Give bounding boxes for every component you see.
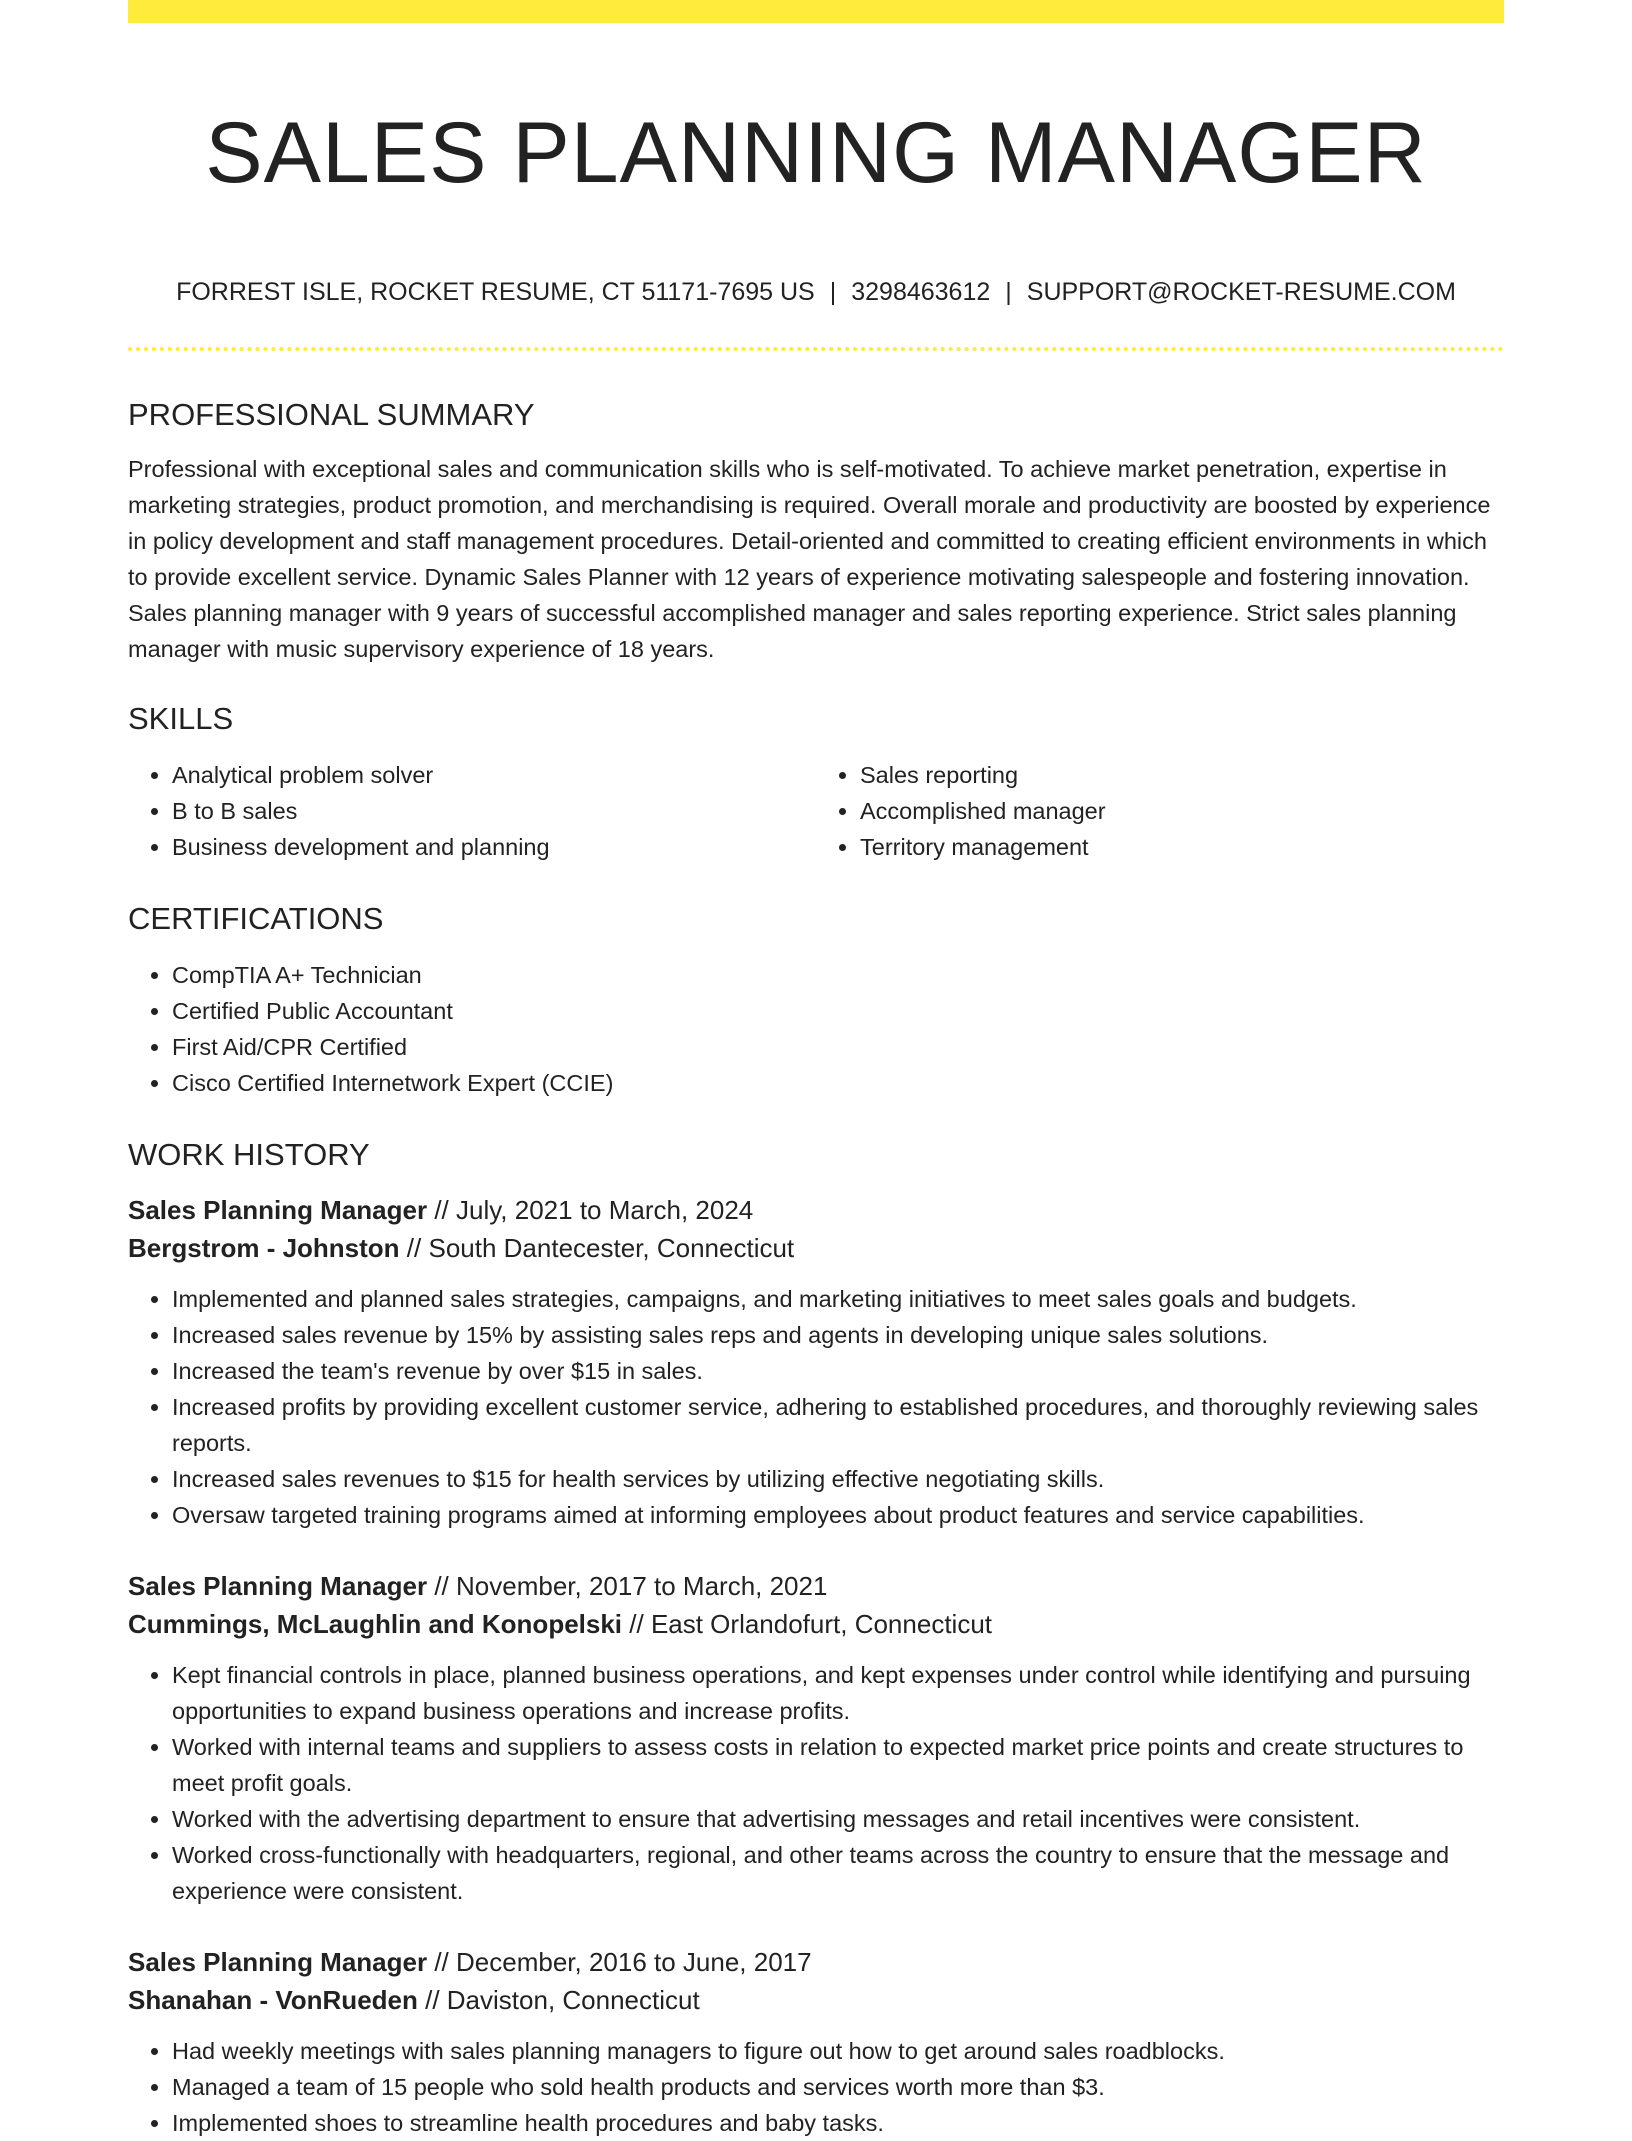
- dotted-divider: [128, 347, 1504, 351]
- skill-item: • Analytical problem solver: [172, 757, 816, 793]
- certification-item: • Cisco Certified Internetwork Expert (CCIE): [172, 1065, 1504, 1101]
- job-role: Sales Planning Manager: [128, 1947, 428, 1977]
- skill-item: • Territory management: [860, 829, 1504, 865]
- contact-line: [128, 275, 1504, 309]
- accent-top-bar: [128, 0, 1504, 23]
- job-role-line: [128, 1943, 1504, 1981]
- work-history-heading: WORK HISTORY: [128, 1137, 370, 1172]
- skill-item: • Sales reporting: [860, 757, 1504, 793]
- job-bullet: • Increased the team's revenue by over $15 in sales.: [172, 1353, 1504, 1389]
- job-bullet: • Had weekly meetings with sales planning managers to figure out how to get around sales roadblocks.: [172, 2033, 1504, 2069]
- resume-title: SALES PLANNING MANAGER: [205, 105, 1427, 201]
- job-dates: July, 2021 to March, 2024: [456, 1195, 754, 1225]
- job-bullet-list: [128, 1281, 1504, 1533]
- job-bullet: • Implemented and planned sales strategies, campaigns, and marketing initiatives to meet sales goals and budgets.: [172, 1281, 1504, 1317]
- work-history-section: [128, 1135, 1504, 2141]
- job-company: Bergstrom - Johnston: [128, 1233, 400, 1263]
- job-separator: //: [622, 1609, 651, 1639]
- summary-text: Professional with exceptional sales and communication skills who is self-motivated. To achieve market penetration, expertise in marketing strategies, product promotion, and merchandising is required. Overall morale and productivity are boosted by experience in policy development and staff management procedures. Detail-oriented and committed to creating efficient environments in which to provide excellent service. Dynamic Sales Planner with 12 years of experience motivating salespeople and fostering innovation. Sales planning manager with 9 years of successful accomplished manager and sales reporting experience. Strict sales planning manager with music supervisory experience of 18 years.: [128, 456, 1491, 662]
- job-bullet: • Increased sales revenues to $15 for health services by utilizing effective negotiating skills.: [172, 1461, 1504, 1497]
- certification-item: • First Aid/CPR Certified: [172, 1029, 1504, 1065]
- job-bullet: • Implemented shoes to streamline health procedures and baby tasks.: [172, 2105, 1504, 2141]
- job-separator: //: [399, 1233, 429, 1263]
- job-role-line: [128, 1567, 1504, 1605]
- skill-item: • Accomplished manager: [860, 793, 1504, 829]
- job-company: Shanahan - VonRueden: [128, 1985, 418, 2015]
- job-separator: //: [427, 1195, 456, 1225]
- skills-heading: SKILLS: [128, 701, 234, 736]
- job-location: South Dantecester, Connecticut: [428, 1233, 795, 1263]
- job-dates: November, 2017 to March, 2021: [456, 1571, 828, 1601]
- resume-page: [128, 0, 1504, 2141]
- summary-section: [128, 395, 1504, 667]
- job-separator: //: [417, 1985, 447, 2015]
- job-bullet-list: [128, 1657, 1504, 1909]
- job-role: Sales Planning Manager: [128, 1571, 428, 1601]
- job-separator: //: [427, 1947, 456, 1977]
- job-location: Daviston, Connecticut: [446, 1985, 700, 2015]
- skills-list-left: [128, 757, 816, 865]
- skills-section: [128, 699, 1504, 865]
- job-company-line: [128, 1605, 1504, 1643]
- contact-phone: 3298463612: [851, 278, 991, 306]
- job-company: Cummings, McLaughlin and Konopelski: [128, 1609, 623, 1639]
- job-separator: //: [427, 1571, 456, 1601]
- job-bullet: • Kept financial controls in place, planned business operations, and kept expenses under control while identifying and pursuing opportunities to expand business operations and increase profits.: [172, 1657, 1504, 1729]
- contact-separator: |: [1005, 278, 1012, 306]
- summary-heading: PROFESSIONAL SUMMARY: [128, 397, 535, 432]
- job-role: Sales Planning Manager: [128, 1195, 428, 1225]
- certifications-heading: CERTIFICATIONS: [128, 901, 384, 936]
- job-bullet: • Worked with the advertising department to ensure that advertising messages and retail incentives were consistent.: [172, 1801, 1504, 1837]
- job-role-line: [128, 1191, 1504, 1229]
- job-bullet: • Increased sales revenue by 15% by assisting sales reps and agents in developing unique sales solutions.: [172, 1317, 1504, 1353]
- contact-email: SUPPORT@ROCKET-RESUME.COM: [1026, 278, 1456, 306]
- job-bullet-list: [128, 2033, 1504, 2141]
- skills-list-right: [816, 757, 1504, 865]
- skills-columns: [128, 757, 1504, 865]
- certifications-list: [128, 957, 1504, 1101]
- contact-address: FORREST ISLE, ROCKET RESUME, CT 51171-7695 US: [176, 278, 815, 306]
- skill-item: • B to B sales: [172, 793, 816, 829]
- certification-item: • CompTIA A+ Technician: [172, 957, 1504, 993]
- job-bullet: • Oversaw targeted training programs aimed at informing employees about product features and service capabilities.: [172, 1497, 1504, 1533]
- certifications-section: [128, 899, 1504, 1101]
- job-company-line: [128, 1981, 1504, 2019]
- job-dates: December, 2016 to June, 2017: [456, 1947, 812, 1977]
- job-bullet: • Worked with internal teams and suppliers to assess costs in relation to expected market price points and create structures to meet profit goals.: [172, 1729, 1504, 1801]
- job-bullet: • Managed a team of 15 people who sold health products and services worth more than $3.: [172, 2069, 1504, 2105]
- job-bullet: • Worked cross-functionally with headquarters, regional, and other teams across the country to ensure that the message and experience were consistent.: [172, 1837, 1504, 1909]
- job-bullet: • Increased profits by providing excellent customer service, adhering to established procedures, and thoroughly reviewing sales reports.: [172, 1389, 1504, 1461]
- job-company-line: [128, 1229, 1504, 1267]
- job-location: East Orlandofurt, Connecticut: [650, 1609, 992, 1639]
- certification-item: • Certified Public Accountant: [172, 993, 1504, 1029]
- job-entry: [128, 1943, 1504, 2141]
- job-entry: [128, 1191, 1504, 1533]
- contact-separator: |: [829, 278, 837, 306]
- skill-item: • Business development and planning: [172, 829, 816, 865]
- job-entry: [128, 1567, 1504, 1909]
